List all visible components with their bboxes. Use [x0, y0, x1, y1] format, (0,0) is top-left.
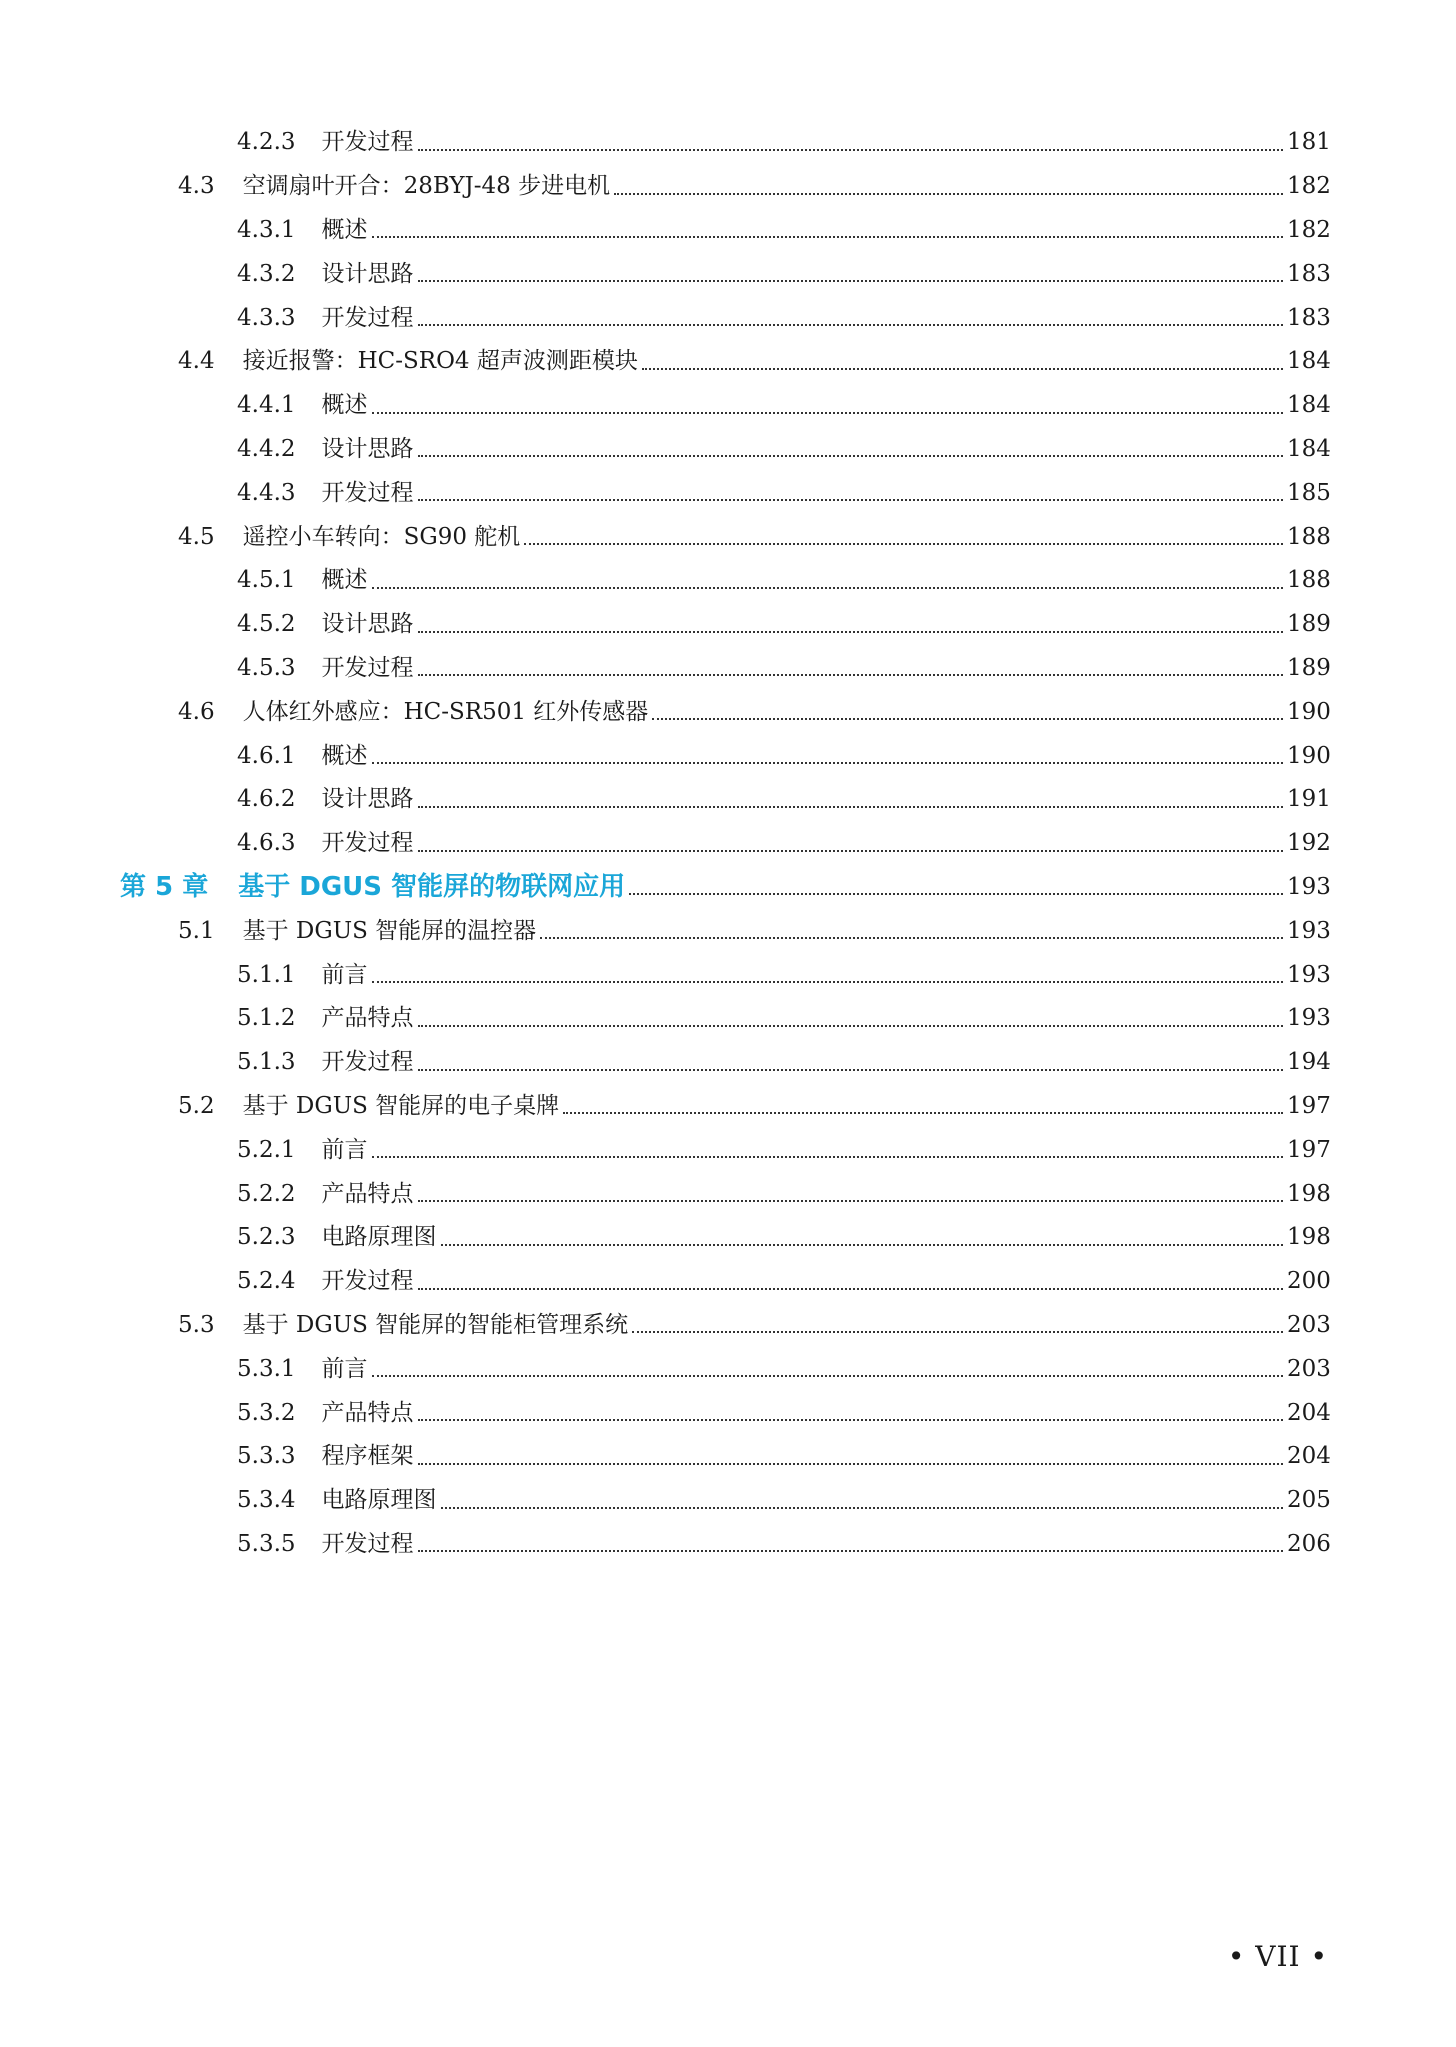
toc-entry-title: 概述	[321, 392, 368, 419]
toc-entry-page: 189	[1287, 611, 1331, 638]
toc-entry-number: 5.1.2	[237, 1005, 296, 1032]
toc-entry-number: 4.6.1	[237, 742, 296, 769]
toc-entry-page: 204	[1287, 1399, 1331, 1426]
toc-subsection-entry[interactable]	[0, 296, 1456, 340]
toc-entry-page: 198	[1287, 1180, 1331, 1207]
toc-entry-title: 开发过程	[321, 479, 414, 506]
toc-entry-number: 5.1.1	[237, 961, 296, 988]
toc-subsection-entry[interactable]	[0, 734, 1456, 778]
toc-entry-title: 基于 DGUS 智能屏的电子桌牌	[242, 1092, 560, 1119]
toc-entry-title: 开发过程	[321, 830, 414, 857]
toc-entry-page: 182	[1287, 216, 1331, 243]
toc-entry-number: 4.5.1	[237, 567, 296, 594]
toc-entry-number: 4.6.3	[237, 830, 296, 857]
toc-entry-number: 5.3.4	[237, 1487, 296, 1514]
toc-subsection-entry[interactable]	[0, 121, 1456, 165]
toc-entry-number: 4.4.3	[237, 479, 296, 506]
toc-dot-leader	[418, 850, 1283, 852]
toc-entry-title: 前言	[321, 961, 368, 988]
toc-entry-number: 5.2.1	[237, 1136, 296, 1163]
toc-entry-number: 4.3.3	[237, 304, 296, 331]
toc-entry-page: 184	[1287, 348, 1331, 375]
toc-subsection-entry[interactable]	[0, 953, 1456, 997]
toc-dot-leader	[372, 236, 1283, 238]
toc-entry-title: 开发过程	[321, 1268, 414, 1295]
toc-entry-title: 人体红外感应：HC-SR501 红外传感器	[242, 698, 649, 725]
toc-entry-page: 198	[1287, 1224, 1331, 1251]
toc-entry-number: 5.3.5	[237, 1530, 296, 1557]
toc-entry-page: 183	[1287, 260, 1331, 287]
toc-section-entry[interactable]	[0, 515, 1456, 559]
table-of-contents	[0, 121, 1456, 1566]
toc-dot-leader	[418, 631, 1283, 633]
toc-entry-title: 前言	[321, 1136, 368, 1163]
toc-dot-leader	[441, 1507, 1283, 1509]
toc-entry-page: 181	[1287, 129, 1331, 156]
toc-entry-number: 4.3	[178, 173, 215, 200]
toc-dot-leader	[372, 762, 1283, 764]
toc-entry-title: 产品特点	[321, 1005, 414, 1032]
toc-entry-page: 193	[1287, 1005, 1331, 1032]
toc-entry-page: 193	[1287, 961, 1331, 988]
toc-dot-leader	[418, 806, 1283, 808]
toc-subsection-entry[interactable]	[0, 1523, 1456, 1567]
toc-entry-number: 5.2.3	[237, 1224, 296, 1251]
toc-section-entry[interactable]	[0, 909, 1456, 953]
toc-subsection-entry[interactable]	[0, 778, 1456, 822]
toc-subsection-entry[interactable]	[0, 252, 1456, 296]
toc-subsection-entry[interactable]	[0, 1260, 1456, 1304]
toc-entry-title: 基于 DGUS 智能屏的智能柜管理系统	[242, 1311, 629, 1338]
toc-entry-title: 遥控小车转向：SG90 舵机	[242, 523, 521, 550]
toc-entry-page: 190	[1287, 698, 1331, 725]
toc-entry-page: 188	[1287, 523, 1331, 550]
toc-entry-number: 4.3.2	[237, 260, 296, 287]
toc-entry-title: 开发过程	[321, 654, 414, 681]
toc-entry-title: 设计思路	[321, 435, 414, 462]
toc-entry-page: 190	[1287, 742, 1331, 769]
toc-dot-leader	[418, 149, 1283, 151]
toc-entry-page: 183	[1287, 304, 1331, 331]
toc-entry-title: 空调扇叶开合：28BYJ-48 步进电机	[242, 173, 611, 200]
toc-section-entry[interactable]	[0, 690, 1456, 734]
toc-entry-title: 电路原理图	[321, 1487, 437, 1514]
toc-entry-title: 产品特点	[321, 1180, 414, 1207]
toc-dot-leader	[418, 1419, 1283, 1421]
toc-entry-page: 193	[1287, 917, 1331, 944]
toc-entry-number: 4.4.1	[237, 392, 296, 419]
toc-entry-title: 开发过程	[321, 1530, 414, 1557]
toc-dot-leader	[418, 1463, 1283, 1465]
toc-entry-page: 205	[1287, 1487, 1331, 1514]
toc-dot-leader	[418, 674, 1283, 676]
toc-entry-page: 184	[1287, 435, 1331, 462]
toc-entry-number: 4.5	[178, 523, 215, 550]
toc-subsection-entry[interactable]	[0, 1391, 1456, 1435]
toc-dot-leader	[629, 893, 1283, 895]
toc-entry-page: 191	[1287, 786, 1331, 813]
toc-entry-number: 5.2.4	[237, 1268, 296, 1295]
toc-subsection-entry[interactable]	[0, 1347, 1456, 1391]
toc-dot-leader	[418, 324, 1283, 326]
toc-entry-number: 4.5.3	[237, 654, 296, 681]
toc-subsection-entry[interactable]	[0, 384, 1456, 428]
toc-entry-page: 188	[1287, 567, 1331, 594]
toc-entry-title: 基于 DGUS 智能屏的物联网应用	[238, 872, 626, 903]
toc-entry-title: 设计思路	[321, 786, 414, 813]
toc-entry-title: 开发过程	[321, 304, 414, 331]
toc-subsection-entry[interactable]	[0, 209, 1456, 253]
toc-entry-title: 电路原理图	[321, 1224, 437, 1251]
toc-entry-number: 4.5.2	[237, 611, 296, 638]
toc-dot-leader	[418, 1288, 1283, 1290]
toc-entry-title: 设计思路	[321, 260, 414, 287]
toc-dot-leader	[418, 1550, 1283, 1552]
toc-entry-page: 184	[1287, 392, 1331, 419]
toc-entry-number: 5.2	[178, 1092, 215, 1119]
toc-dot-leader	[372, 412, 1283, 414]
toc-entry-page: 197	[1287, 1092, 1331, 1119]
toc-entry-number: 5.1	[178, 917, 215, 944]
toc-chapter-entry[interactable]	[0, 866, 1456, 910]
toc-dot-leader	[372, 981, 1283, 983]
toc-dot-leader	[372, 1375, 1283, 1377]
toc-subsection-entry[interactable]	[0, 647, 1456, 691]
toc-entry-page: 193	[1287, 873, 1331, 900]
toc-subsection-entry[interactable]	[0, 997, 1456, 1041]
page-number: • VII •	[1227, 1940, 1328, 1973]
toc-dot-leader	[540, 937, 1283, 939]
toc-entry-number: 4.6	[178, 698, 215, 725]
toc-entry-page: 203	[1287, 1355, 1331, 1382]
toc-subsection-entry[interactable]	[0, 559, 1456, 603]
toc-entry-page: 203	[1287, 1311, 1331, 1338]
toc-dot-leader	[418, 1200, 1283, 1202]
toc-entry-title: 接近报警：HC-SRO4 超声波测距模块	[242, 348, 638, 375]
toc-dot-leader	[441, 1244, 1283, 1246]
toc-entry-title: 概述	[321, 216, 368, 243]
toc-dot-leader	[418, 455, 1283, 457]
toc-entry-number: 5.3	[178, 1311, 215, 1338]
toc-entry-number: 4.6.2	[237, 786, 296, 813]
toc-dot-leader	[642, 368, 1283, 370]
toc-entry-number: 4.4	[178, 348, 215, 375]
toc-entry-page: 204	[1287, 1443, 1331, 1470]
toc-subsection-entry[interactable]	[0, 1172, 1456, 1216]
toc-entry-page: 185	[1287, 479, 1331, 506]
toc-dot-leader	[563, 1112, 1283, 1114]
toc-dot-leader	[652, 718, 1283, 720]
toc-entry-page: 189	[1287, 654, 1331, 681]
toc-entry-number: 5.3.3	[237, 1443, 296, 1470]
toc-entry-number: 5.3.1	[237, 1355, 296, 1382]
toc-entry-title: 开发过程	[321, 129, 414, 156]
toc-subsection-entry[interactable]	[0, 1479, 1456, 1523]
toc-entry-title: 产品特点	[321, 1399, 414, 1426]
toc-dot-leader	[418, 1025, 1283, 1027]
toc-subsection-entry[interactable]	[0, 1128, 1456, 1172]
toc-entry-title: 概述	[321, 567, 368, 594]
toc-entry-title: 概述	[321, 742, 368, 769]
toc-section-entry[interactable]	[0, 1304, 1456, 1348]
toc-entry-title: 基于 DGUS 智能屏的温控器	[242, 917, 537, 944]
toc-dot-leader	[418, 1069, 1283, 1071]
toc-entry-title: 设计思路	[321, 611, 414, 638]
toc-dot-leader	[418, 280, 1283, 282]
toc-entry-number: 4.3.1	[237, 216, 296, 243]
toc-entry-number: 5.1.3	[237, 1049, 296, 1076]
toc-entry-page: 206	[1287, 1530, 1331, 1557]
toc-entry-title: 前言	[321, 1355, 368, 1382]
toc-entry-number: 4.4.2	[237, 435, 296, 462]
toc-dot-leader	[372, 1156, 1283, 1158]
toc-entry-number: 5.2.2	[237, 1180, 296, 1207]
toc-subsection-entry[interactable]	[0, 1435, 1456, 1479]
toc-dot-leader	[418, 499, 1283, 501]
toc-subsection-entry[interactable]	[0, 1041, 1456, 1085]
toc-section-entry[interactable]	[0, 165, 1456, 209]
toc-subsection-entry[interactable]	[0, 471, 1456, 515]
toc-entry-page: 200	[1287, 1268, 1331, 1295]
toc-entry-number: 第 5 章	[120, 872, 209, 903]
toc-entry-number: 5.3.2	[237, 1399, 296, 1426]
toc-subsection-entry[interactable]	[0, 822, 1456, 866]
toc-entry-page: 194	[1287, 1049, 1331, 1076]
toc-subsection-entry[interactable]	[0, 603, 1456, 647]
toc-dot-leader	[614, 193, 1283, 195]
toc-entry-number: 4.2.3	[237, 129, 296, 156]
toc-subsection-entry[interactable]	[0, 1216, 1456, 1260]
toc-dot-leader	[372, 587, 1283, 589]
toc-section-entry[interactable]	[0, 1085, 1456, 1129]
toc-entry-page: 197	[1287, 1136, 1331, 1163]
toc-entry-title: 开发过程	[321, 1049, 414, 1076]
toc-section-entry[interactable]	[0, 340, 1456, 384]
toc-entry-page: 192	[1287, 830, 1331, 857]
toc-entry-page: 182	[1287, 173, 1331, 200]
toc-dot-leader	[524, 543, 1283, 545]
toc-subsection-entry[interactable]	[0, 428, 1456, 472]
toc-dot-leader	[632, 1331, 1283, 1333]
toc-entry-title: 程序框架	[321, 1443, 414, 1470]
